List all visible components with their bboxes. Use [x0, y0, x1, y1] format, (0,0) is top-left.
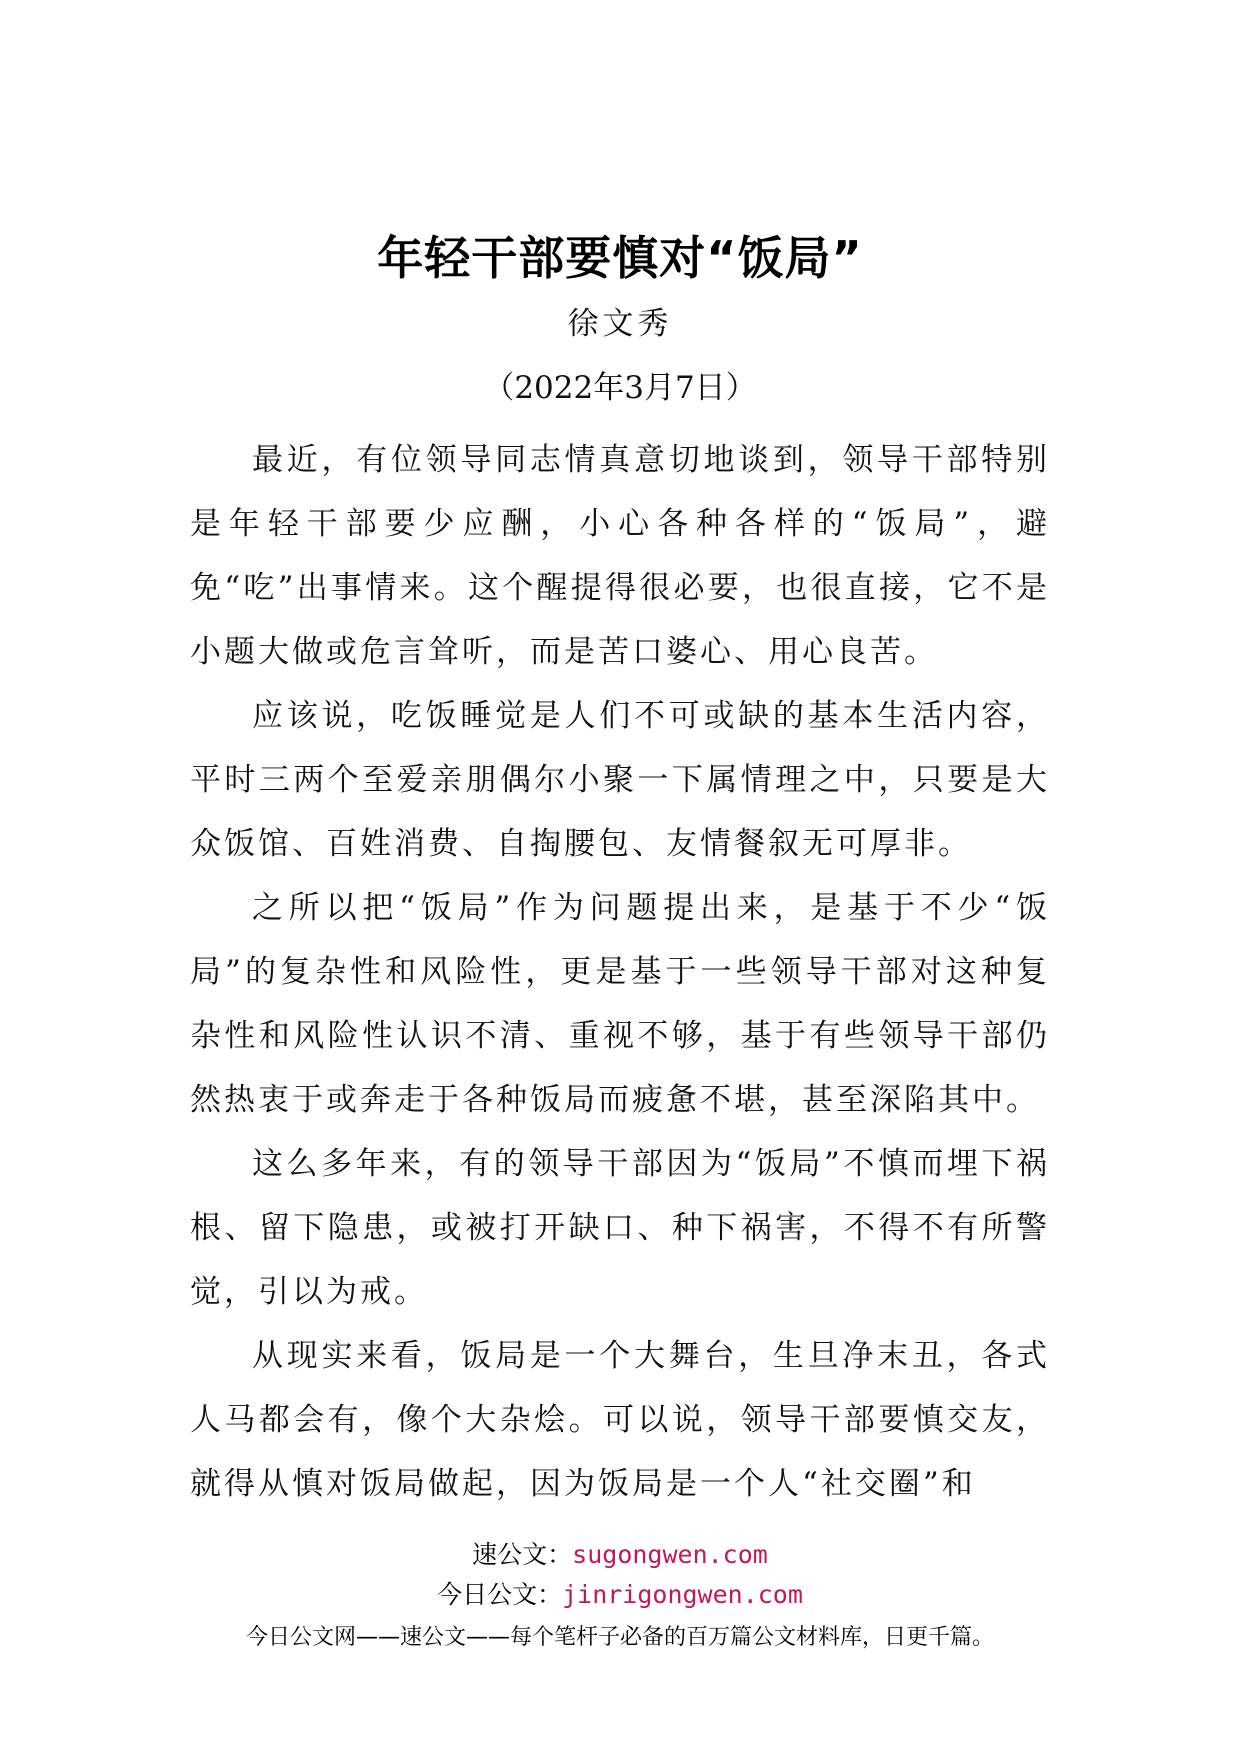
- paragraph: 应该说，吃饭睡觉是人们不可或缺的基本生活内容，平时三两个至爱亲朋偶尔小聚一下属情理之中，只要是大众饭馆、百姓消费、自掏腰包、友情餐叙无可厚非。: [190, 698, 1050, 862]
- document-date: （2022年3月7日）: [483, 370, 757, 406]
- footer-site-label: 今日公文：: [437, 1580, 563, 1609]
- paragraph: 最近，有位领导同志情真意切地谈到，领导干部特别是年轻干部要少应酬，小心各种各样的“饭局”，避免“吃”出事情来。这个醒提得很必要，也很直接，它不是小题大做或危言耸听，而是苦口婆心、用心良苦。: [190, 442, 1050, 670]
- footer-site-link[interactable]: jinrigongwen.com: [562, 1580, 803, 1609]
- document-body: [190, 428, 1050, 1516]
- paragraph: 从现实来看，饭局是一个大舞台，生旦净末丑，各式人马都会有，像个大杂烩。可以说，领导干部要慎交友，就得从慎对饭局做起，因为饭局是一个人“社交圈”和: [190, 1338, 1050, 1502]
- footer-site-label: 速公文：: [472, 1540, 573, 1569]
- paragraph: 这么多年来，有的领导干部因为“饭局”不慎而埋下祸根、留下隐患，或被打开缺口、种下祸害，不得不有所警觉，引以为戒。: [190, 1146, 1050, 1310]
- paragraph: 之所以把“饭局”作为问题提出来，是基于不少“饭局”的复杂性和风险性，更是基于一些领导干部对这种复杂性和风险性认识不清、重视不够，基于有些领导干部仍然热衷于或奔走于各种饭局而疲惫不堪，甚至深陷其中。: [190, 890, 1050, 1118]
- document-title: 年轻干部要慎对“饭局”: [377, 231, 863, 285]
- document-author: 徐文秀: [567, 306, 673, 342]
- footer-line-jinrigongwen: [0, 1578, 1240, 1612]
- footer-site-link[interactable]: sugongwen.com: [572, 1540, 768, 1569]
- footer-slogan: 今日公文网——速公文——每个笔杆子必备的百万篇公文材料库，日更千篇。: [245, 1625, 994, 1650]
- footer-line-sugongwen: [0, 1538, 1240, 1572]
